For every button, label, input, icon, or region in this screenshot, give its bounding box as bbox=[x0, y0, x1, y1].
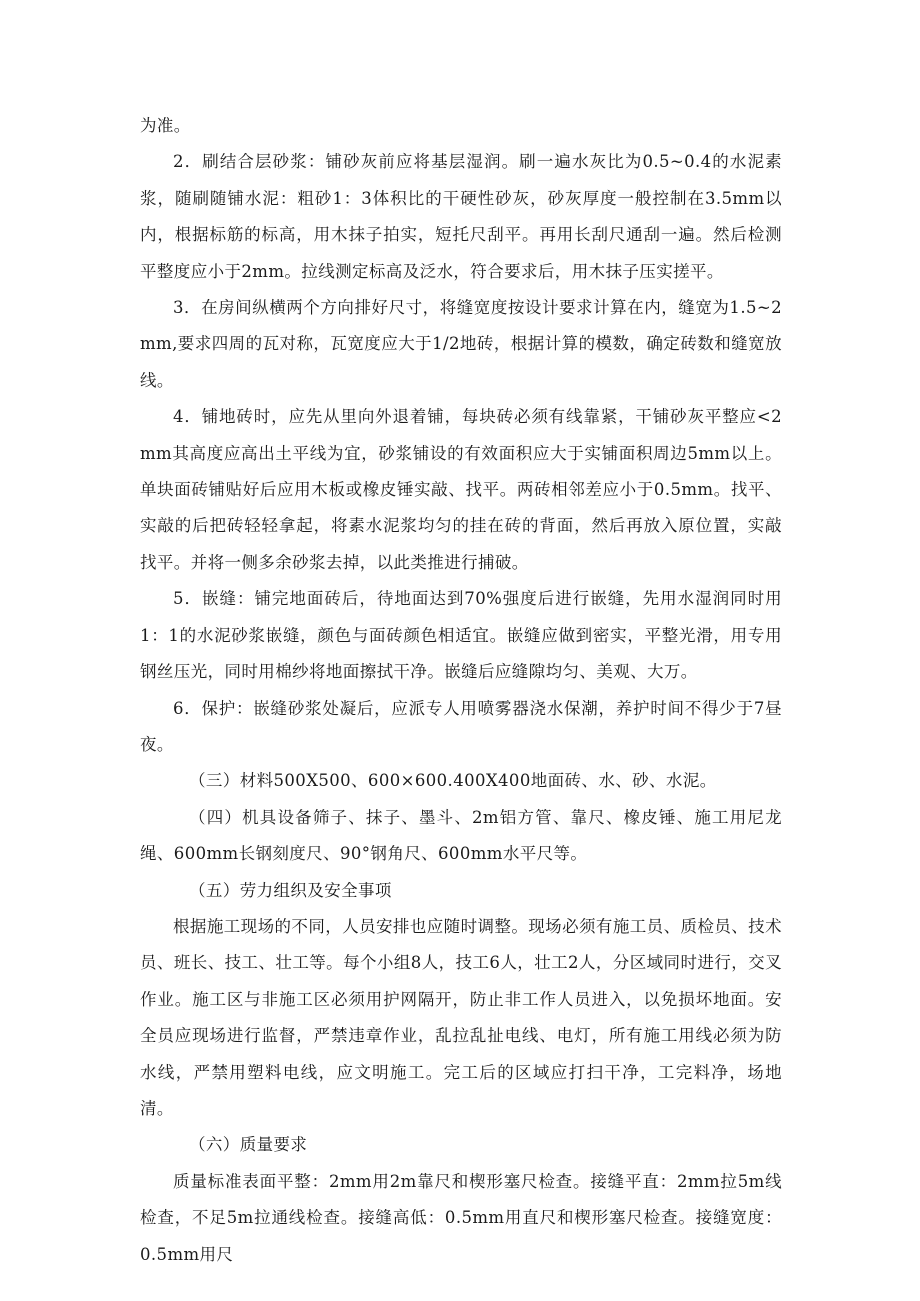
paragraph-labor-safety: 根据施工现场的不同，人员安排也应随时调整。现场必须有施工员、质检员、技术员、班长、技工、壮工等。每个小组8人，技工6人，壮工2人，分区域同时进行，交叉作业。施工区与非施工区必须用护网隔开，防止非工作人员进入，以免损坏地面。安全员应现场进行监督，严禁违章作业，乱拉乱扯电线、电灯，所有施工用线必须为防水线，严禁用塑料电线，应文明施工。完工后的区域应打扫干净，工完料净，场地清。 bbox=[140, 916, 782, 1118]
section-heading-labor-safety: （五）劳力组织及安全事项 bbox=[189, 880, 392, 900]
document-page bbox=[140, 108, 782, 1273]
paragraph-continuation: 为准。 bbox=[140, 116, 191, 135]
paragraph-step-4: 4．铺地砖时，应先从里向外退着铺，每块砖必须有线靠紧，干铺砂灰平整应<2mm其高度应高出土平线为宜，砂浆铺设的有效面积应大于实铺面积周边5mm以上。单块面砖铺贴好后应用木板或橡皮锤实敲、找平。两砖相邻差应小于0.5mm。找平、实敲的后把砖轻轻拿起，将素水泥浆均匀的挂在砖的背面，然后再放入原位置，实敲找平。并将一侧多余砂浆去掉，以此类推进行捕破。 bbox=[140, 407, 782, 572]
paragraph-equipment: （四）机具设备筛子、抹子、墨斗、2m铝方管、靠尺、橡皮锤、施工用尼龙绳、600mm长钢刻度尺、90°钢角尺、600mm水平尺等。 bbox=[140, 807, 782, 864]
paragraph-step-6: 6．保护：嵌缝砂浆处凝后，应派专人用喷雾器浇水保潮，养护时间不得少于7昼夜。 bbox=[140, 698, 782, 754]
paragraph-step-3: 3．在房间纵横两个方向排好尺寸，将缝宽度按设计要求计算在内，缝宽为1.5~2mm,要求四周的瓦对称，瓦宽度应大于1/2地砖，根据计算的模数，确定砖数和缝宽放线。 bbox=[140, 298, 782, 390]
paragraph-step-2: 2．刷结合层砂浆：铺砂灰前应将基层湿润。刷一遍水灰比为0.5~0.4的水泥素浆，随刷随铺水泥：粗砂1：3体积比的干硬性砂灰，砂灰厚度一般控制在3.5mm以内，根据标筋的标高，用木抹子拍实，短托尺刮平。再用长刮尺通刮一遍。然后检测平整度应小于2mm。拉线测定标高及泛水，符合要求后，用木抹子压实搓平。 bbox=[140, 152, 782, 281]
paragraph-quality: 质量标准表面平整：2mm用2m靠尺和楔形塞尺检查。接缝平直：2mm拉5m线检查，不足5m拉通线检查。接缝高低：0.5mm用直尺和楔形塞尺检查。接缝宽度：0.5mm用尺 bbox=[140, 1171, 782, 1264]
paragraph-step-5: 5．嵌缝：铺完地面砖后，待地面达到70%强度后进行嵌缝，先用水湿润同时用1：1的水泥砂浆嵌缝，颜色与面砖颜色相适宜。嵌缝应做到密实，平整光滑，用专用钢丝压光，同时用棉纱将地面擦拭干净。嵌缝后应缝隙均匀、美观、大万。 bbox=[140, 589, 782, 682]
paragraph-materials: （三）材料500X500、600×600.400X400地面砖、水、砂、水泥。 bbox=[189, 771, 717, 791]
section-heading-quality: （六）质量要求 bbox=[189, 1135, 308, 1155]
